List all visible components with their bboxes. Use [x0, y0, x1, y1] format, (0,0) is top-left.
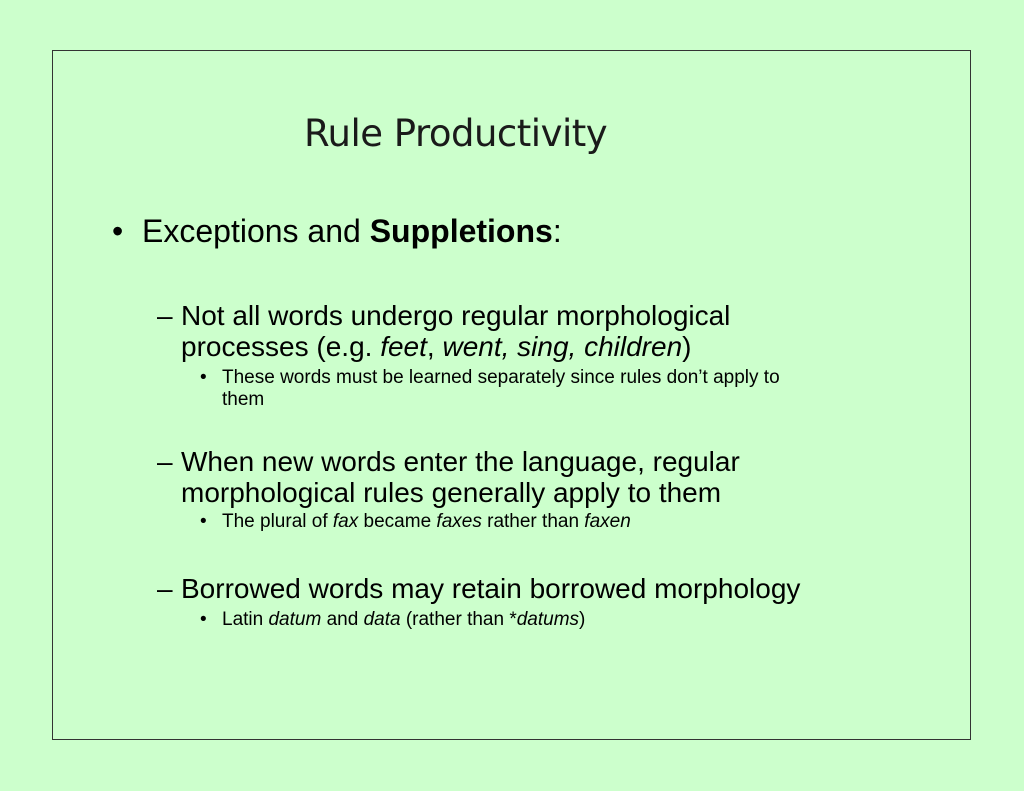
- bullet-trail: :: [552, 213, 562, 249]
- bullet-bold-term: Suppletions: [369, 213, 553, 249]
- note-line2: them: [222, 389, 265, 410]
- word-faxen: faxen: [584, 511, 631, 532]
- note-line1: These words must be learned separately since rules don’t apply to: [222, 367, 780, 388]
- note-text-2: became: [358, 511, 437, 532]
- note-learned-separately: [200, 367, 780, 411]
- word-fax: fax: [332, 511, 359, 532]
- example-feet: feet: [380, 331, 427, 362]
- sub-bullet-line1: When new words enter the language, regular: [181, 446, 740, 477]
- example-comma: ,: [426, 331, 443, 362]
- dash-marker: –: [157, 300, 173, 331]
- example-list: went, sing, children: [442, 331, 683, 362]
- note-latin-datum: [200, 609, 585, 631]
- note-fax-plural: [200, 511, 631, 533]
- bullet-lead-text: Exceptions and: [142, 213, 370, 249]
- main-bullet: [112, 212, 562, 250]
- note-text-1: The plural of: [222, 511, 333, 532]
- sub-bullet-new-words: [157, 446, 740, 508]
- note-marker: •: [200, 367, 207, 388]
- dash-marker: –: [157, 446, 173, 477]
- word-datum: datum: [268, 609, 322, 630]
- example-close: ): [682, 331, 692, 362]
- sub-bullet-line2: morphological rules generally apply to them: [181, 477, 722, 508]
- slide-title: Rule Productivity: [304, 112, 608, 155]
- note-text-4: ): [579, 609, 586, 630]
- sub-bullet-borrowed: [157, 573, 800, 604]
- sub-bullet-exceptions: [157, 300, 730, 362]
- bullet-marker: •: [112, 213, 124, 249]
- note-marker: •: [200, 511, 207, 532]
- note-text-2: and: [321, 609, 364, 630]
- word-datums: datums: [516, 609, 580, 630]
- note-text-3: (rather than *: [400, 609, 517, 630]
- note-text-1: Latin: [222, 609, 269, 630]
- sub-bullet-line2: [157, 331, 730, 362]
- note-text-3: rather than: [481, 511, 585, 532]
- dash-marker: –: [157, 573, 173, 604]
- word-faxes: faxes: [436, 511, 482, 532]
- line2-lead: processes (e.g.: [181, 331, 381, 362]
- note-marker: •: [200, 609, 207, 630]
- word-data: data: [363, 609, 401, 630]
- sub-bullet-line1: Borrowed words may retain borrowed morphology: [181, 573, 801, 604]
- sub-bullet-line1: Not all words undergo regular morphological: [181, 300, 731, 331]
